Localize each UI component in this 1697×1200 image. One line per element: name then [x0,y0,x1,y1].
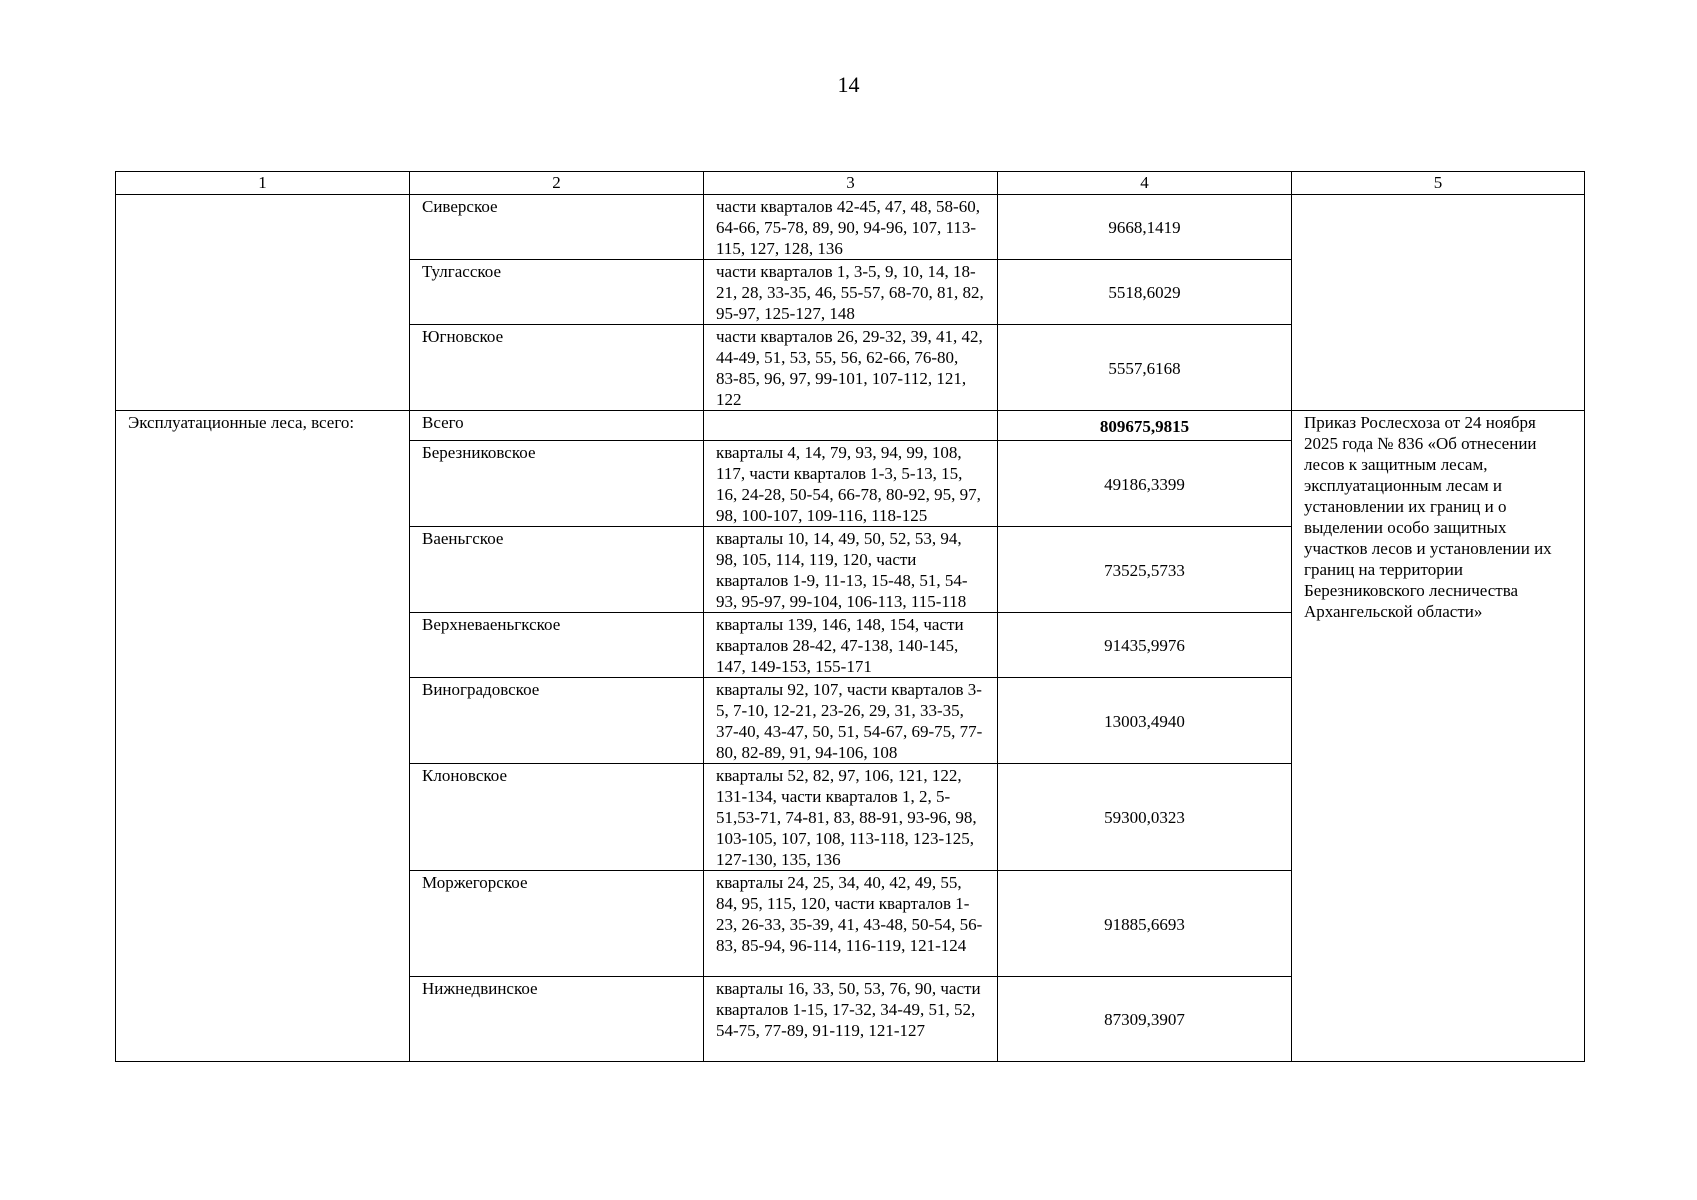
quarters-cell: кварталы 139, 146, 148, 154, части кварталов 28-42, 47-138, 140-145, 147, 149-153, 155-171 [704,613,998,678]
forestry-name: Тулгасское [410,260,704,325]
page-number: 14 [837,72,860,97]
total-row [116,411,1585,441]
quarters-cell: кварталы 92, 107, части кварталов 3-5, 7-10, 12-21, 23-26, 29, 31, 33-35, 37-40, 43-47, 50, 51, 54-67, 69-75, 77-80, 82-89, 91, 94-106, 108 [704,678,998,764]
document-cell-empty [1292,195,1585,411]
forestry-name: Моржегорское [410,871,704,977]
area-cell: 49186,3399 [998,441,1292,527]
document-cell: Приказ Рослесхоза от 24 ноября 2025 года № 836 «Об отнесении лесов к защитным лесам, эксплуатационным лесам и установлении их границ и о выделении особо защитных участков лесов и установлении их границ на территории Березниковского лесничества Архангельской области» [1292,411,1585,1062]
quarters-cell: части кварталов 1, 3-5, 9, 10, 14, 18-21, 28, 33-35, 46, 55-57, 68-70, 81, 82, 95-97, 125-127, 148 [704,260,998,325]
forest-table [115,171,1585,1062]
quarters-cell: части кварталов 26, 29-32, 39, 41, 42, 44-49, 51, 53, 55, 56, 62-66, 76-80, 83-85, 96, 97, 99-101, 107-112, 121, 122 [704,325,998,411]
quarters-cell: кварталы 52, 82, 97, 106, 121, 122, 131-134, части кварталов 1, 2, 5-51,53-71, 74-81, 83, 88-91, 93-96, 98, 103-105, 107, 108, 113-118, 123-125, 127-130, 135, 136 [704,764,998,871]
forestry-name: Верхневаеньгкское [410,613,704,678]
quarters-cell: кварталы 10, 14, 49, 50, 52, 53, 94, 98, 105, 114, 119, 120, части кварталов 1-9, 11-13, 15-48, 51, 54-93, 95-97, 99-104, 106-113, 115-118 [704,527,998,613]
total-area: 809675,9815 [998,411,1292,441]
quarters-cell: кварталы 4, 14, 79, 93, 94, 99, 108, 117, части кварталов 1-3, 5-13, 15, 16, 24-28, 50-54, 66-78, 80-92, 95, 97, 98, 100-107, 109-116, 118-125 [704,441,998,527]
header-cell: 3 [704,172,998,195]
quarters-cell: кварталы 16, 33, 50, 53, 76, 90, части кварталов 1-15, 17-32, 34-49, 51, 52, 54-75, 77-89, 91-119, 121-127 [704,977,998,1062]
area-cell: 5518,6029 [998,260,1292,325]
forestry-name: Нижнедвинское [410,977,704,1062]
header-cell: 5 [1292,172,1585,195]
table-header-row [116,172,1585,195]
category-cell-empty [116,195,410,411]
total-quarters [704,411,998,441]
area-cell: 91435,9976 [998,613,1292,678]
forestry-name: Виноградовское [410,678,704,764]
area-cell: 73525,5733 [998,527,1292,613]
quarters-cell: части кварталов 42-45, 47, 48, 58-60, 64-66, 75-78, 89, 90, 94-96, 107, 113-115, 127, 128, 136 [704,195,998,260]
area-cell: 13003,4940 [998,678,1292,764]
area-cell: 91885,6693 [998,871,1292,977]
forestry-name: Ваеньгское [410,527,704,613]
quarters-cell: кварталы 24, 25, 34, 40, 42, 49, 55, 84, 95, 115, 120, части кварталов 1-23, 26-33, 35-39, 41, 43-48, 50-54, 56-83, 85-94, 96-114, 116-119, 121-124 [704,871,998,977]
forestry-name: Сиверское [410,195,704,260]
area-cell: 59300,0323 [998,764,1292,871]
area-cell: 87309,3907 [998,977,1292,1062]
header-cell: 1 [116,172,410,195]
category-cell: Эксплуатационные леса, всего: [116,411,410,1062]
forestry-name: Югновское [410,325,704,411]
table-row [116,195,1585,260]
forestry-name: Клоновское [410,764,704,871]
forestry-name: Березниковское [410,441,704,527]
header-cell: 2 [410,172,704,195]
total-label: Всего [410,411,704,441]
area-cell: 9668,1419 [998,195,1292,260]
header-cell: 4 [998,172,1292,195]
area-cell: 5557,6168 [998,325,1292,411]
